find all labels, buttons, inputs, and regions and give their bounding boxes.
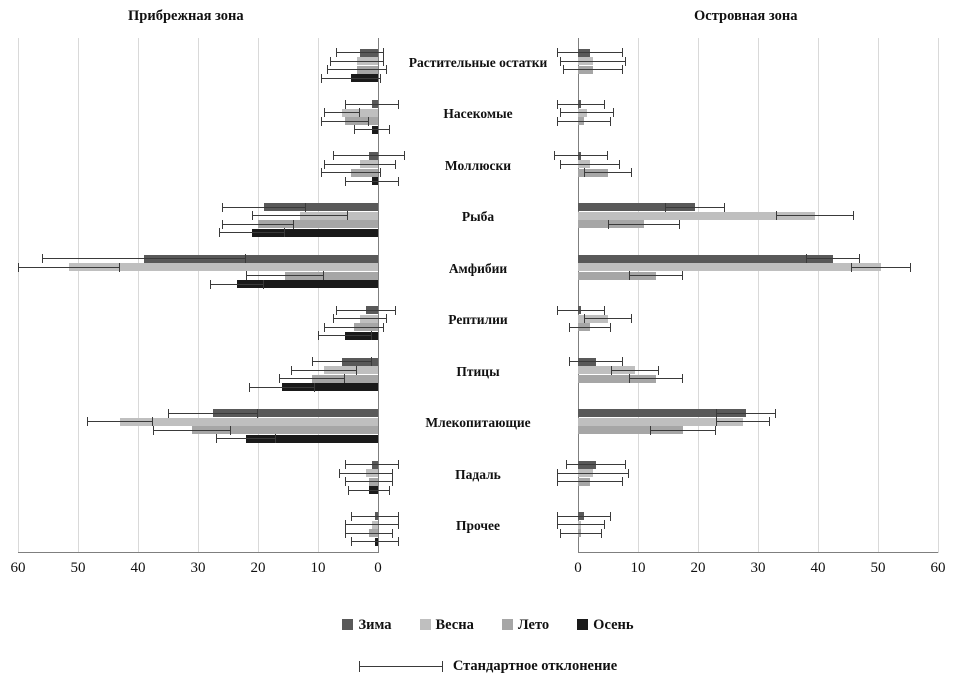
bar-group — [578, 323, 938, 331]
category-group — [18, 502, 378, 554]
x-tick-label: 30 — [750, 560, 766, 576]
category-label: Насекомые — [443, 106, 513, 122]
x-tick-label: 20 — [690, 560, 706, 576]
legend-item — [420, 617, 474, 634]
bar-group — [578, 169, 938, 177]
x-tick-label: 0 — [574, 560, 582, 576]
bar-group — [18, 418, 378, 426]
error-bar — [650, 426, 716, 435]
bar-group — [578, 366, 938, 374]
bar-group — [18, 57, 378, 65]
legend-label: Осень — [593, 617, 634, 633]
bar-group — [578, 57, 938, 65]
bar — [120, 418, 378, 426]
bar-group — [578, 177, 938, 185]
x-tick-label: 60 — [930, 560, 946, 576]
category-labels — [378, 38, 578, 553]
bar-group — [18, 323, 378, 331]
bar-group — [578, 426, 938, 434]
bar-group — [18, 366, 378, 374]
x-tick-label: 10 — [630, 560, 646, 576]
error-bar — [716, 417, 770, 426]
bar-group — [18, 383, 378, 391]
x-tick-label: 50 — [870, 560, 886, 576]
bar-group — [578, 521, 938, 529]
bar-group — [18, 409, 378, 417]
bar-group — [18, 177, 378, 185]
bar-group — [18, 66, 378, 74]
bar-group — [578, 255, 938, 263]
category-group — [18, 296, 378, 348]
bar-group — [18, 117, 378, 125]
bar-group — [18, 280, 378, 288]
category-group — [578, 244, 938, 296]
bar-group — [18, 272, 378, 280]
category-group — [18, 347, 378, 399]
bar-group — [578, 512, 938, 520]
bar-group — [578, 152, 938, 160]
error-bar — [318, 331, 372, 340]
bar-group — [578, 160, 938, 168]
category-group — [578, 141, 938, 193]
bar-group — [18, 461, 378, 469]
bar-group — [578, 538, 938, 546]
legend-item — [502, 617, 549, 634]
bar-group — [578, 272, 938, 280]
bar-group — [578, 109, 938, 117]
bar-group — [18, 160, 378, 168]
bar-group — [18, 512, 378, 520]
bar-group — [18, 538, 378, 546]
bar-group — [18, 263, 378, 271]
category-group — [578, 502, 938, 554]
bar-group — [578, 315, 938, 323]
bar-group — [578, 306, 938, 314]
bar — [578, 255, 833, 263]
series-legend — [0, 617, 976, 634]
bar-group — [18, 255, 378, 263]
bar-group — [18, 203, 378, 211]
std-deviation-legend — [0, 658, 976, 675]
category-group — [578, 90, 938, 142]
bar-group — [578, 263, 938, 271]
bar-group — [578, 100, 938, 108]
bar-group — [18, 469, 378, 477]
bar-group — [18, 100, 378, 108]
category-label: Падаль — [455, 466, 501, 482]
error-bar — [629, 374, 683, 383]
right-plot-area — [578, 38, 938, 553]
bar-group — [18, 212, 378, 220]
error-bar — [87, 417, 153, 426]
x-tick-label: 40 — [810, 560, 826, 576]
category-label: Прочее — [455, 518, 500, 534]
error-bar — [249, 383, 315, 392]
category-label: Амфибии — [448, 260, 508, 276]
category-label: Рыба — [461, 209, 495, 225]
category-group — [578, 38, 938, 90]
bar-group — [578, 203, 938, 211]
x-tick-label: 30 — [190, 560, 206, 576]
bar-group — [578, 478, 938, 486]
x-tick-label: 0 — [374, 560, 382, 576]
bar-group — [578, 375, 938, 383]
error-bar — [584, 168, 632, 177]
bar-group — [578, 469, 938, 477]
bar-group — [578, 126, 938, 134]
error-bar — [216, 434, 276, 443]
bar-group — [18, 426, 378, 434]
legend-swatch — [420, 619, 431, 630]
legend-swatch — [502, 619, 513, 630]
right-panel-title: Островная зона — [694, 8, 798, 24]
error-bar — [168, 409, 258, 418]
bar-group — [578, 332, 938, 340]
bar-group — [18, 126, 378, 134]
x-tick-label: 10 — [310, 560, 326, 576]
category-group — [578, 347, 938, 399]
bar-group — [18, 74, 378, 82]
bar-group — [578, 383, 938, 391]
bar-group — [578, 74, 938, 82]
legend-label: Весна — [435, 617, 474, 633]
error-bar — [219, 228, 285, 237]
legend-label: Зима — [358, 617, 392, 633]
error-bar — [321, 74, 381, 83]
category-label: Растительные остатки — [408, 54, 548, 70]
bar-group — [578, 358, 938, 366]
category-group — [18, 399, 378, 451]
category-group — [578, 399, 938, 451]
bar-group — [18, 49, 378, 57]
bar-group — [18, 358, 378, 366]
x-tick-label: 20 — [250, 560, 266, 576]
bar-group — [578, 461, 938, 469]
error-bar — [629, 271, 683, 280]
legend-swatch — [342, 619, 353, 630]
category-group — [18, 244, 378, 296]
bar-group — [578, 49, 938, 57]
x-tick-label: 40 — [130, 560, 146, 576]
bar-group — [578, 280, 938, 288]
gridline — [938, 38, 939, 553]
category-group — [578, 450, 938, 502]
category-label: Моллюски — [444, 157, 512, 173]
error-bar — [18, 263, 120, 272]
bar-group — [578, 486, 938, 494]
bar-group — [578, 66, 938, 74]
x-tick-label: 50 — [70, 560, 86, 576]
bar-group — [18, 529, 378, 537]
left-panel-title: Прибрежная зона — [128, 8, 244, 24]
bar-group — [18, 315, 378, 323]
bar-group — [18, 220, 378, 228]
bar-group — [578, 229, 938, 237]
std-deviation-label: Стандартное отклонение — [452, 658, 618, 674]
legend-item — [577, 617, 633, 634]
bar-group — [18, 478, 378, 486]
bar-group — [18, 109, 378, 117]
bar-group — [578, 529, 938, 537]
bar-group — [578, 212, 938, 220]
legend-swatch — [577, 619, 588, 630]
category-group — [18, 450, 378, 502]
category-group — [578, 193, 938, 245]
category-group — [18, 38, 378, 90]
bar-group — [578, 435, 938, 443]
bar-group — [578, 220, 938, 228]
bar-group — [18, 375, 378, 383]
bar-group — [18, 229, 378, 237]
error-bar — [665, 203, 725, 212]
bar-group — [578, 117, 938, 125]
error-bar — [776, 211, 854, 220]
error-bar-icon — [359, 661, 443, 672]
bar-group — [18, 306, 378, 314]
bar-group — [578, 418, 938, 426]
category-group — [18, 90, 378, 142]
error-bar — [608, 220, 680, 229]
bar-group — [18, 435, 378, 443]
error-bar — [210, 280, 264, 289]
category-group — [18, 193, 378, 245]
bar-group — [18, 152, 378, 160]
left-plot-area — [18, 38, 378, 553]
bar-group — [18, 332, 378, 340]
bar-group — [18, 486, 378, 494]
error-bar — [851, 263, 911, 272]
bar — [578, 263, 881, 271]
category-label: Млекопитающие — [425, 415, 531, 431]
category-group — [18, 141, 378, 193]
legend-item — [342, 617, 391, 634]
category-label: Рептилии — [448, 312, 508, 328]
bar-group — [578, 409, 938, 417]
x-tick-label: 60 — [10, 560, 26, 576]
category-group — [578, 296, 938, 348]
bar-group — [18, 521, 378, 529]
category-label: Птицы — [456, 363, 500, 379]
legend-label: Лето — [517, 617, 550, 633]
bar-group — [18, 169, 378, 177]
